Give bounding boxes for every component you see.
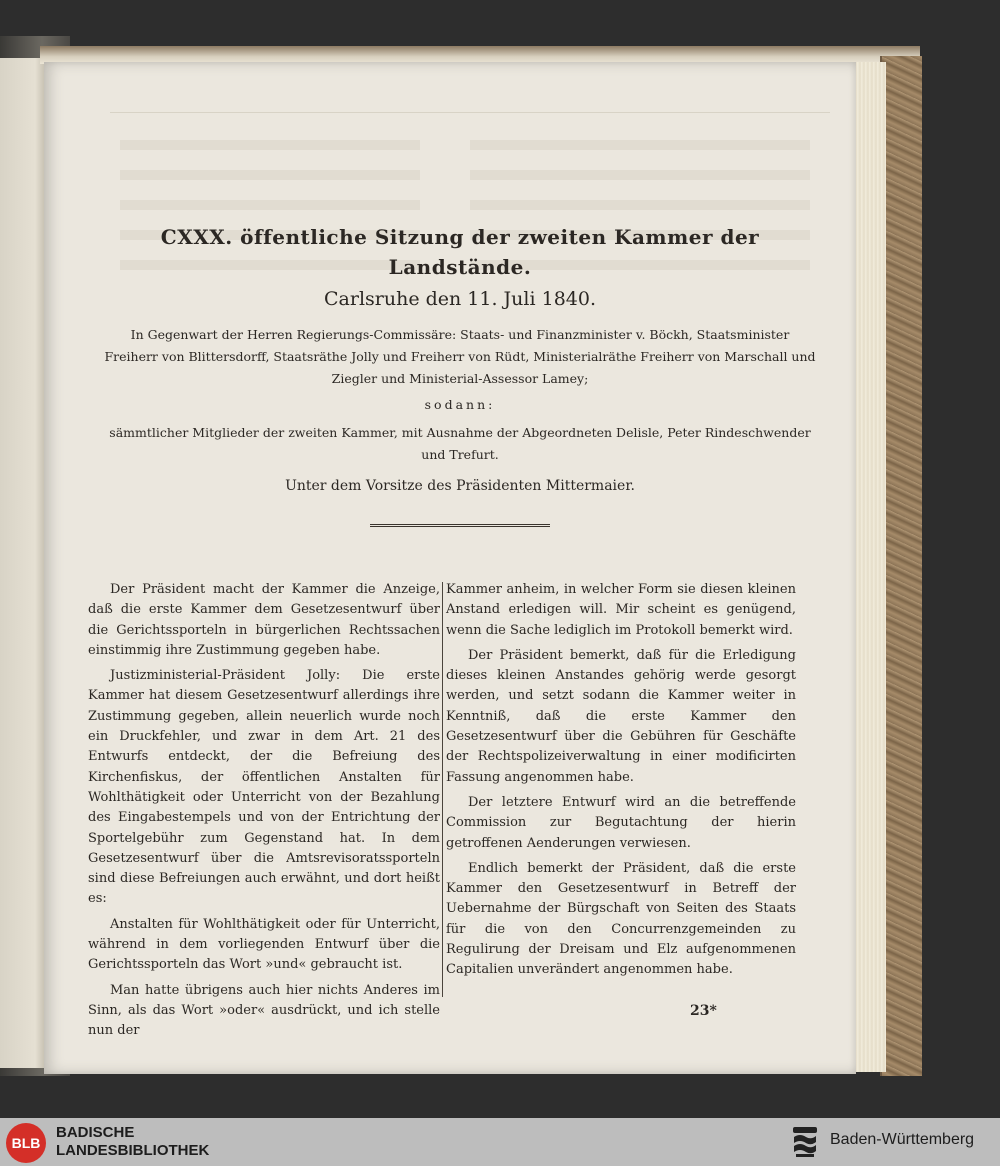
paragraph: Kammer anheim, in welcher Form sie diesen kleinen Anstand erledigen will. Mir scheint es genügend, wenn die Sache lediglich im Protokoll bemerkt wird. bbox=[446, 582, 796, 638]
session-title: CXXX. öffentliche Sitzung der zweiten Kammer der Landstände. bbox=[160, 225, 760, 279]
chair-text: Unter dem Vorsitze des Präsidenten Mittermaier. bbox=[285, 478, 635, 494]
left-column bbox=[88, 580, 440, 1047]
column-divider bbox=[442, 582, 443, 997]
library-name-line2: LANDESBIBLIOTHEK bbox=[56, 1142, 210, 1159]
viewer-footer bbox=[0, 1118, 1000, 1166]
right-column bbox=[446, 580, 796, 986]
blb-logo-icon[interactable]: BLB bbox=[6, 1123, 46, 1163]
paragraph: Endlich bemerkt der Präsident, daß die erste Kammer den Gesetzesentwurf in Betreff der Uebernahme der Bürgschaft von Seiten des Staats für die von den Concurrenzgemeinden zu Regulirung der Dreisam und Elz aufgenommenen Capitalien unverändert angenommen habe. bbox=[446, 860, 796, 978]
session-header bbox=[90, 222, 830, 529]
state-name[interactable]: Baden-Württemberg bbox=[830, 1131, 975, 1148]
library-name-line1: BADISCHE bbox=[56, 1124, 135, 1141]
paragraph: Der Präsident macht der Kammer die Anzeige, daß die erste Kammer dem Gesetzesentwurf über die Gerichtssporteln in bürgerlichen Rechtssachen einstimmig ihre Zustimmung gegeben habe. bbox=[88, 582, 440, 658]
presence-text: In Gegenwart der Herren Regierungs-Commissäre: Staats- und Finanzminister v. Böckh, Staatsminister Freiherr von Blittersdorff, Staatsräthe Jolly und Freiherr von Rüdt, Ministerialräthe Freiherr von Marschall und Ziegler und Ministerial-Assessor Lamey; bbox=[104, 327, 816, 386]
members-text: sämmtlicher Mitglieder der zweiten Kammer, mit Ausnahme der Abgeordneten Delisle, Peter Rindeschwender und Trefurt. bbox=[109, 425, 811, 462]
then-label: sodann: bbox=[424, 397, 496, 412]
page-number: 23* bbox=[690, 1003, 717, 1019]
paragraph: Man hatte übrigens auch hier nichts Anderes im Sinn, als das Wort »oder« ausdrückt, und ich stelle nun der bbox=[88, 982, 440, 1039]
cover-board bbox=[880, 56, 922, 1076]
section-rule bbox=[370, 524, 550, 529]
paragraph: Justizministerial-Präsident Jolly: Die erste Kammer hat diesem Gesetzesentwurf allerdings ihre Zustimmung gegeben, allein neuerlich wurde noch ein Druckfehler, und zwar in dem Art. 21 des Entwurfs entdeckt, der die Befreiung des Kirchenfiskus, der öffentlichen Anstalten für Wohlthätigkeit oder Unterricht von der Bezahlung des Eingabestempels und von der Entrichtung der Sportelgebühr zum Gegenstand hat. In dem Gesetzesentwurf über die Amtsrevisoratssporteln sind diese Befreiungen auch erwähnt, und dort heißt es: bbox=[88, 668, 440, 907]
session-place-date: Carlsruhe den 11. Juli 1840. bbox=[324, 288, 596, 310]
left-page-edge bbox=[0, 58, 44, 1068]
paragraph: Anstalten für Wohlthätigkeit oder für Unterricht, während in dem vorliegenden Entwurf über die Gerichtssporteln das Wort »und« gebraucht ist. bbox=[88, 916, 440, 973]
library-name[interactable] bbox=[56, 1124, 209, 1160]
baden-wuerttemberg-lions-icon bbox=[790, 1125, 820, 1159]
paragraph: Der letztere Entwurf wird an die betreffende Commission zur Begutachtung der hierin getroffenen Aenderungen verwiesen. bbox=[446, 794, 796, 851]
paragraph: Der Präsident bemerkt, daß für die Erledigung dieses kleinen Anstandes gehörig werde gesorgt werden, und setzt sodann die Kammer weiter in Kenntniß, daß die erste Kammer den Gesetzesentwurf über die Gebühren für Geschäfte der Rechtspolizeiverwaltung in einer modificirten Fassung angenommen habe. bbox=[446, 647, 796, 785]
